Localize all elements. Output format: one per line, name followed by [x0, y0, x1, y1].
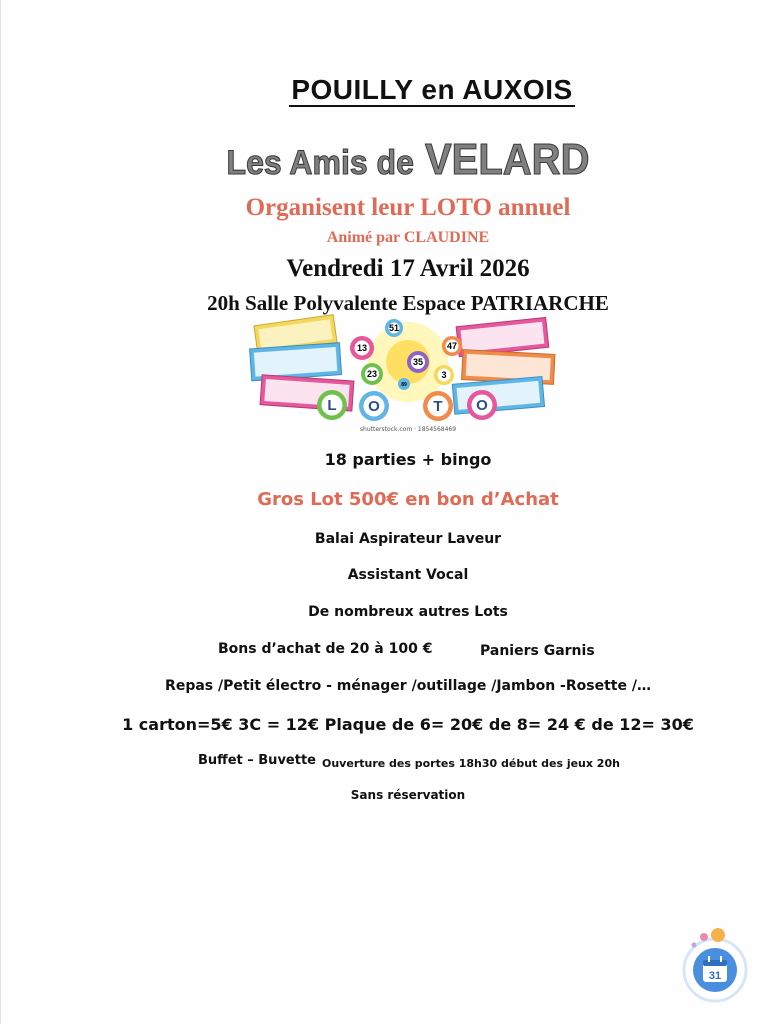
- calendar-icon[interactable]: [680, 925, 750, 1003]
- ball-label: 13: [356, 343, 368, 353]
- reservation-line: Sans réservation: [350, 788, 466, 802]
- ball-label: 35: [412, 357, 424, 367]
- ball-label: 23: [366, 369, 378, 379]
- games-line: 18 parties + bingo: [324, 450, 492, 469]
- club-name: [24, 136, 768, 185]
- vouchers-line: Bons d’achat de 20 à 100 €: [218, 641, 433, 657]
- loto-letter: O: [368, 398, 380, 415]
- prize-line: Assistant Vocal: [347, 567, 469, 583]
- ball-label: 89: [401, 382, 407, 388]
- event-date: Vendredi 17 Avril 2026: [286, 255, 530, 282]
- calendar-day: 31: [708, 970, 722, 982]
- loto-letter: T: [433, 398, 443, 415]
- loto-letter: O: [476, 397, 488, 414]
- prices-line: 1 carton=5€ 3C = 12€ Plaque de 6= 20€ de 8= 24 € de 12= 30€: [122, 715, 694, 734]
- ball-label: 3: [441, 370, 447, 380]
- host-line: Animé par CLAUDINE: [326, 229, 490, 246]
- misc-prizes-line: Repas /Petit électro - ménager /outillage /Jambon -Rosette /…: [165, 678, 651, 694]
- ball-label: 47: [446, 341, 458, 351]
- town-title: POUILLY en AUXOIS: [291, 74, 573, 105]
- prize-line: De nombreux autres Lots: [308, 604, 508, 620]
- loto-letter: L: [327, 397, 337, 414]
- loto-illustration: [248, 312, 568, 438]
- baskets-line: Paniers Garnis: [480, 643, 595, 659]
- prize-line: Balai Aspirateur Laveur: [314, 531, 502, 547]
- buffet-line: Buffet – Buvette: [198, 753, 316, 768]
- club-prefix: Les Amis de: [226, 142, 414, 182]
- jackpot-line: Gros Lot 500€ en bon d’Achat: [257, 489, 559, 510]
- organise-line: Organisent leur LOTO annuel: [245, 194, 571, 221]
- ball-label: 51: [388, 323, 400, 333]
- image-credit: shutterstock.com · 1854568469: [359, 426, 457, 433]
- event-venue: 20h Salle Polyvalente Espace PATRIARCHE: [207, 291, 609, 315]
- opening-line: Ouverture des portes 18h30 début des jeux 20h: [322, 757, 620, 770]
- page-edge: [0, 0, 1, 1024]
- club-name-main: VELARD: [425, 136, 590, 184]
